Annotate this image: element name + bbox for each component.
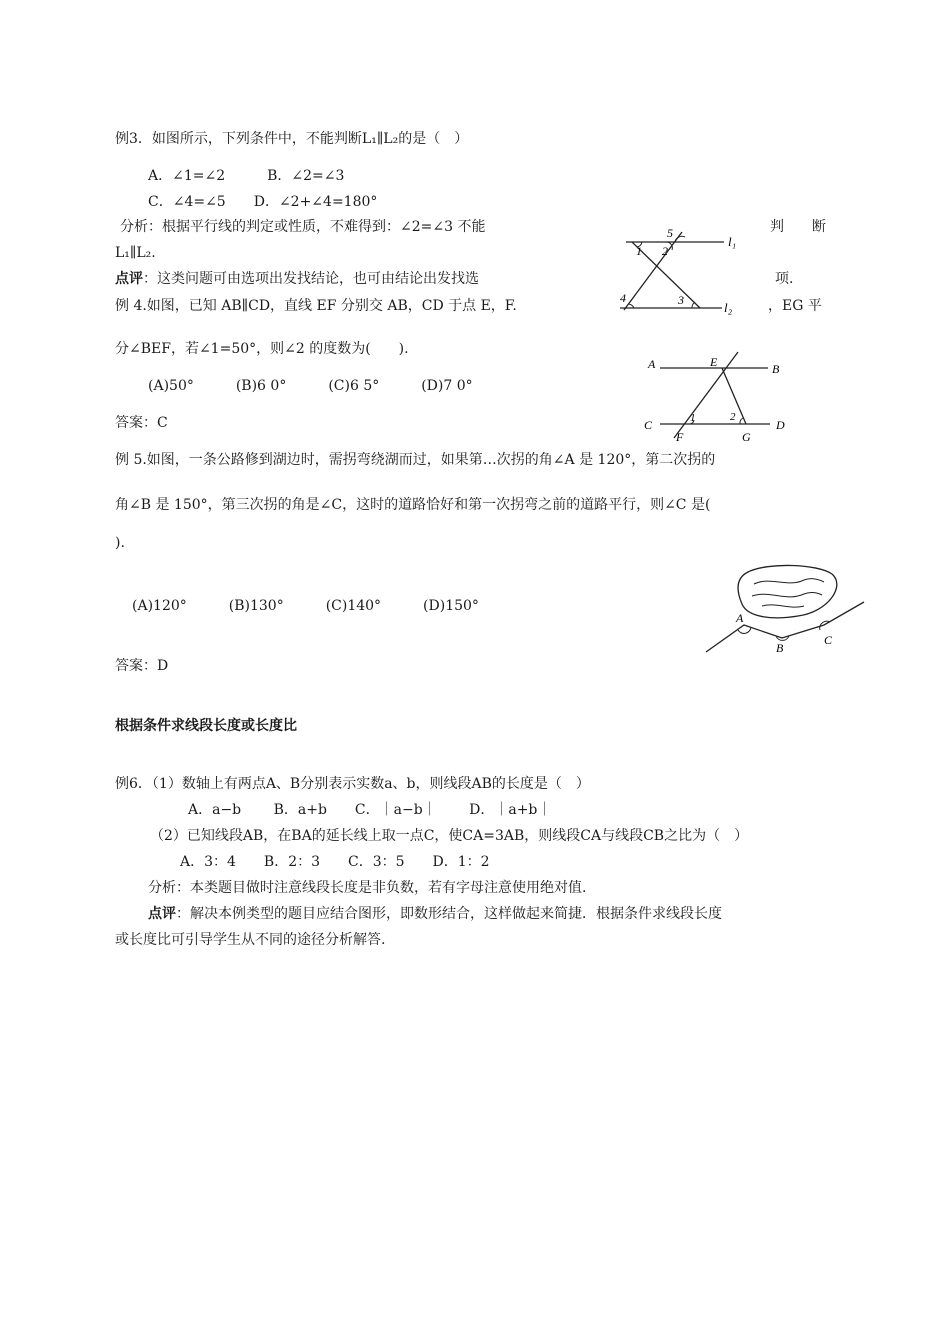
ex4-answer: 答案：C xyxy=(115,415,168,431)
ex3-analysis: 分析：根据平行线的判定或性质，不难得到：∠2=∠3 不能 xyxy=(120,219,486,235)
ex3-analysis-right: 判 断 xyxy=(770,219,826,235)
fig5-label: A xyxy=(736,611,744,625)
fig4-label: B xyxy=(772,362,780,376)
fig3-label: l₁ xyxy=(728,234,737,249)
ex3-options-row2: C．∠4=∠5 D．∠2+∠4=180° xyxy=(148,194,378,210)
ex5-question-line1: 例 5.如图，一条公路修到湖边时，需拐弯绕湖而过，如果第…次拐的角∠A 是 120°，第二次拐的 xyxy=(115,452,716,468)
ex5-question-line3: ). xyxy=(115,535,125,551)
ex4-question-right: ，EG 平 xyxy=(768,298,822,314)
ex6-part1-options: A．a−b B．a+b C．｜a−b｜ D．｜a+b｜ xyxy=(188,802,552,818)
fig5-label: C xyxy=(824,633,833,647)
ex3-parallel-lines-figure xyxy=(612,222,742,320)
fig3-label: 3 xyxy=(678,293,684,307)
fig4-label: D xyxy=(776,418,785,432)
fig3-label: 1 xyxy=(636,244,642,258)
ex6-comment-line2: 或长度比可引导学生从不同的途径分析解答. xyxy=(115,932,386,948)
fig3-label: 5 xyxy=(667,226,673,240)
fig4-label: 1 xyxy=(690,412,696,424)
fig4-label: 2 xyxy=(730,411,736,423)
ex5-question-line2: 角∠B 是 150°，第三次拐的角是∠C，这时的道路恰好和第一次拐弯之前的道路平行，则∠C 是( xyxy=(115,497,711,513)
fig3-label: 4 xyxy=(620,291,626,305)
ex4-question: 例 4.如图，已知 AB∥CD，直线 EF 分别交 AB，CD 于点 E，F. xyxy=(115,298,517,314)
ex4-transversal-figure xyxy=(640,348,800,446)
ex3-comment-end: 项. xyxy=(775,271,794,287)
ex5-options: (A)120° (B)130° (C)140° (D)150° xyxy=(132,598,479,614)
ex3-comment xyxy=(115,269,479,289)
fig3-label: l₂ xyxy=(724,300,733,315)
fig4-label: E xyxy=(710,355,718,369)
fig4-label: F xyxy=(676,430,684,444)
ex6-part2: （2）已知线段AB，在BA的延长线上取一点C，使CA=3AB，则线段CA与线段CB之比为（ ） xyxy=(150,828,749,844)
ex6-part2-options: A．3：4 B．2：3 C．3：5 D．1：2 xyxy=(180,854,490,870)
ex6-part1: 例6．（1）数轴上有两点A、B分别表示实数a、b，则线段AB的长度是（ ） xyxy=(115,776,590,792)
fig4-label: A xyxy=(648,357,656,371)
ex5-answer: 答案：D xyxy=(115,658,169,674)
fig4-label: C xyxy=(644,418,653,432)
comment-label: 点评 xyxy=(148,906,176,922)
comment-text: ：这类问题可由选项出发找结论，也可由结论出发找选 xyxy=(143,271,479,287)
ex5-lake-road-figure xyxy=(700,560,870,660)
comment-text: ：解决本例类型的题目应结合图形，即数形结合，这样做起来简捷．根据条件求线段长度 xyxy=(176,906,722,922)
ex3-options-row1: A．∠1=∠2 B．∠2=∠3 xyxy=(148,168,345,184)
ex3-question: 例3．如图所示，下列条件中，不能判断L₁∥L₂的是（ ） xyxy=(115,131,469,147)
section-title: 根据条件求线段长度或长度比 xyxy=(115,718,297,734)
ex6-analysis: 分析：本类题目做时注意线段长度是非负数，若有字母注意使用绝对值. xyxy=(148,880,587,896)
ex3-analysis-line2: L₁∥L₂. xyxy=(115,245,156,261)
fig4-label: G xyxy=(742,430,751,444)
comment-label: 点评 xyxy=(115,271,143,287)
ex4-options: (A)50° (B)6 0° (C)6 5° (D)7 0° xyxy=(148,378,473,394)
fig5-label: B xyxy=(776,641,784,655)
ex6-comment xyxy=(148,904,722,924)
ex4-question-line2: 分∠BEF，若∠1=50°，则∠2 的度数为( ). xyxy=(115,341,409,357)
fig3-label: 2 xyxy=(662,244,668,258)
